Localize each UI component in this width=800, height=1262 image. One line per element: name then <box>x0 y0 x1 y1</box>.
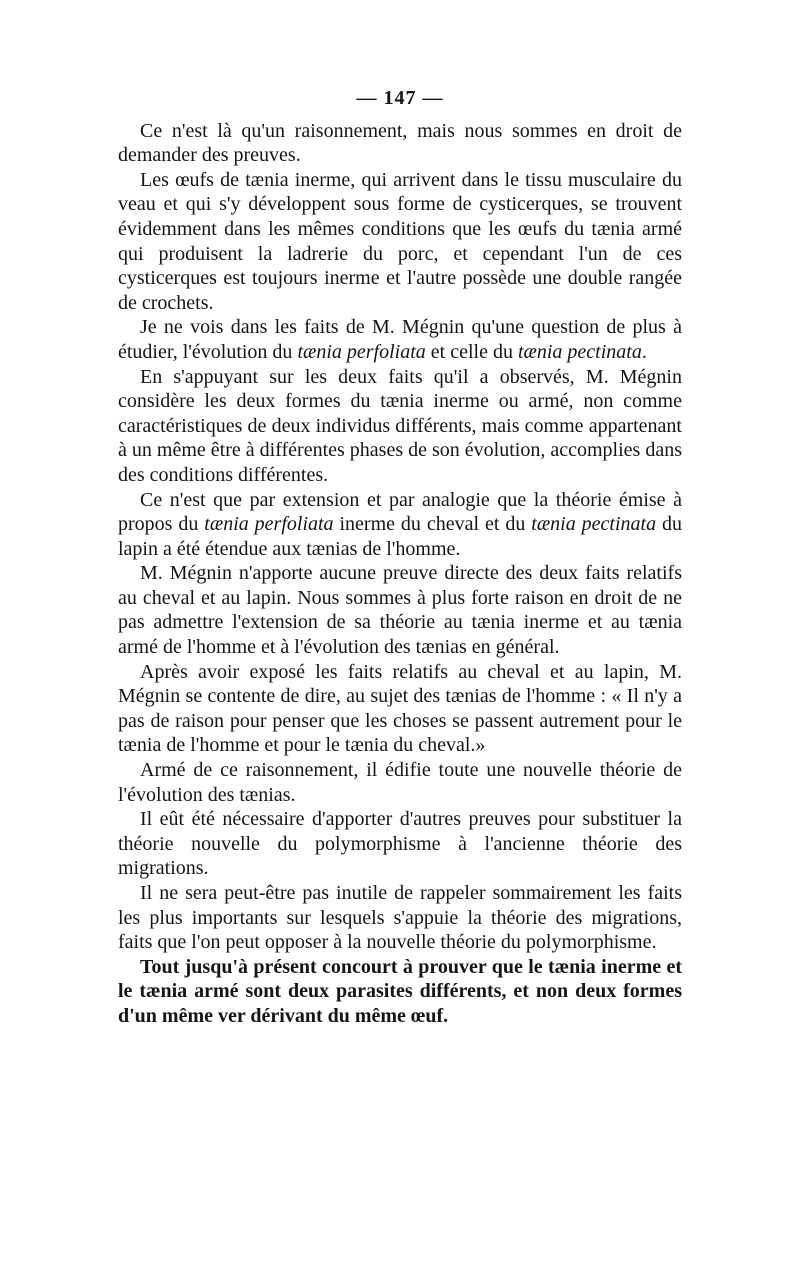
paragraph-text: Ce n'est là qu'un raisonnement, mais nous sommes en droit de demander des preuves. <box>118 119 682 167</box>
book-page <box>118 86 682 1029</box>
paragraph <box>118 488 682 562</box>
paragraph-text: Il eût été nécessaire d'apporter d'autres preuves pour substituer la théorie nouvelle du polymorphisme à l'ancienne théorie des migrations. <box>118 808 682 880</box>
paragraph-text: Après avoir exposé les faits relatifs au cheval et au lapin, M. Mégnin se contente de dire, au sujet des tænias de l'homme : « Il n'y a pas de raison pour penser que les choses se passent autrement pour le tænia de l'homme et pour le tænia du cheval.» <box>118 660 682 757</box>
paragraph-text: et celle du <box>425 340 518 363</box>
paragraph <box>118 660 682 758</box>
paragraph <box>118 365 682 488</box>
paragraph <box>118 807 682 881</box>
italic-taxon-name: tænia perfoliata <box>297 340 426 363</box>
paragraph-text: Je ne vois dans les faits de M. Mégnin qu'une question de plus à étudier, l'évolution du <box>118 316 682 363</box>
paragraph <box>118 955 682 1029</box>
paragraph <box>118 168 682 316</box>
italic-taxon-name: tænia pectinata <box>517 340 642 363</box>
italic-taxon-name: tænia pectinata <box>531 513 657 536</box>
paragraph <box>118 561 682 659</box>
paragraph-text: inerme du cheval et du <box>333 513 532 536</box>
paragraph <box>118 315 682 364</box>
paragraph-text: Tout jusqu'à présent concourt à prouver que le tænia inerme et le tænia armé sont deux parasites différents, et non deux formes d'un même ver dérivant du même œuf. <box>118 955 682 1027</box>
paragraph-text: Il ne sera peut-être pas inutile de rappeler sommairement les faits les plus importants sur lesquels s'appuie la théorie des migrations, faits que l'on peut opposer à la nouvelle théorie du polymorphisme. <box>118 882 682 954</box>
paragraph-text: Ce n'est que par extension et par analogie que la théorie émise à propos du <box>118 488 682 536</box>
paragraph-text: En s'appuyant sur les deux faits qu'il a observés, M. Mégnin considère les deux formes du tænia inerme ou armé, non comme caractéristiques de deux individus différents, mais comme appartenant à un même être à différentes phases de son évolution, accomplies dans des conditions différentes. <box>118 365 682 486</box>
paragraph <box>118 119 682 168</box>
page-number: — 147 — <box>356 87 444 109</box>
paragraph-text: M. Mégnin n'apporte aucune preuve directe des deux faits relatifs au cheval et au lapin. Nous sommes à plus forte raison en droit de ne pas admettre l'extension de sa théorie au tænia inerme et au tænia armé de l'homme et à l'évolution des tænias en général. <box>118 562 682 659</box>
paragraph-text: Armé de ce raisonnement, il édifie toute une nouvelle théorie de l'évolution des tænias. <box>118 759 682 806</box>
italic-taxon-name: tænia perfoliata <box>204 513 334 536</box>
paragraph <box>118 758 682 807</box>
paragraph-text: du lapin a été étendue aux tænias de l'homme. <box>118 513 683 560</box>
paragraph <box>118 881 682 955</box>
paragraph-text: Les œufs de tænia inerme, qui arrivent dans le tissu musculaire du veau et qui s'y développent sous forme de cysticerques, se trouvent évidemment dans les mêmes conditions que les œufs du tænia armé qui produisent la ladrerie du porc, et cependant l'un de ces cysticerques est toujours inerme et l'autre possède une double rangée de crochets. <box>118 168 682 314</box>
paragraph-text: . <box>641 340 647 363</box>
body-text <box>118 119 682 1029</box>
